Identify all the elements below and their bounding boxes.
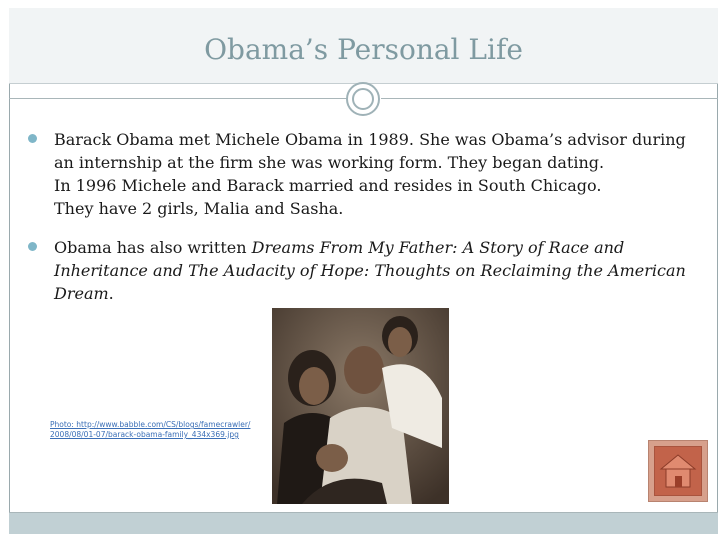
footer-band bbox=[9, 512, 718, 534]
bullet-text: Barack Obama met Michele Obama in 1989. She was Obama’s advisor during an internship at the firm she was working form. They began dating. bbox=[54, 130, 686, 172]
family-photo-image bbox=[272, 308, 449, 504]
family-photo bbox=[272, 308, 449, 504]
house-icon bbox=[655, 447, 701, 495]
bullet-icon bbox=[28, 242, 37, 251]
bullet-icon bbox=[28, 134, 37, 143]
bullet-continuation: They have 2 girls, Malia and Sasha. bbox=[54, 199, 344, 218]
title-divider-right bbox=[381, 98, 718, 99]
title-divider-left bbox=[9, 98, 348, 99]
slide-title: Obama’s Personal Life bbox=[204, 33, 523, 66]
bullet-continuation: In 1996 Michele and Barack married and resides in South Chicago. bbox=[54, 176, 602, 195]
ornament-inner-circle bbox=[352, 88, 374, 110]
bullet-text-suffix: . bbox=[108, 284, 114, 303]
bullet-text-prefix: Obama has also written bbox=[54, 238, 252, 257]
photo-credit-link[interactable]: Photo: http://www.babble.com/CS/blogs/famecrawler/2008/08/01-07/barack-obama-family_434x369.jpg bbox=[50, 420, 251, 439]
bullet-item bbox=[24, 236, 699, 305]
book-titles: Dreams From My Father: A Story of Race and Inheritance and The Audacity of Hope: Thoughts on Reclaiming the American Dream bbox=[54, 238, 686, 303]
slide-body bbox=[24, 128, 699, 305]
bullet-item bbox=[24, 128, 699, 174]
home-button-face[interactable] bbox=[654, 446, 702, 496]
